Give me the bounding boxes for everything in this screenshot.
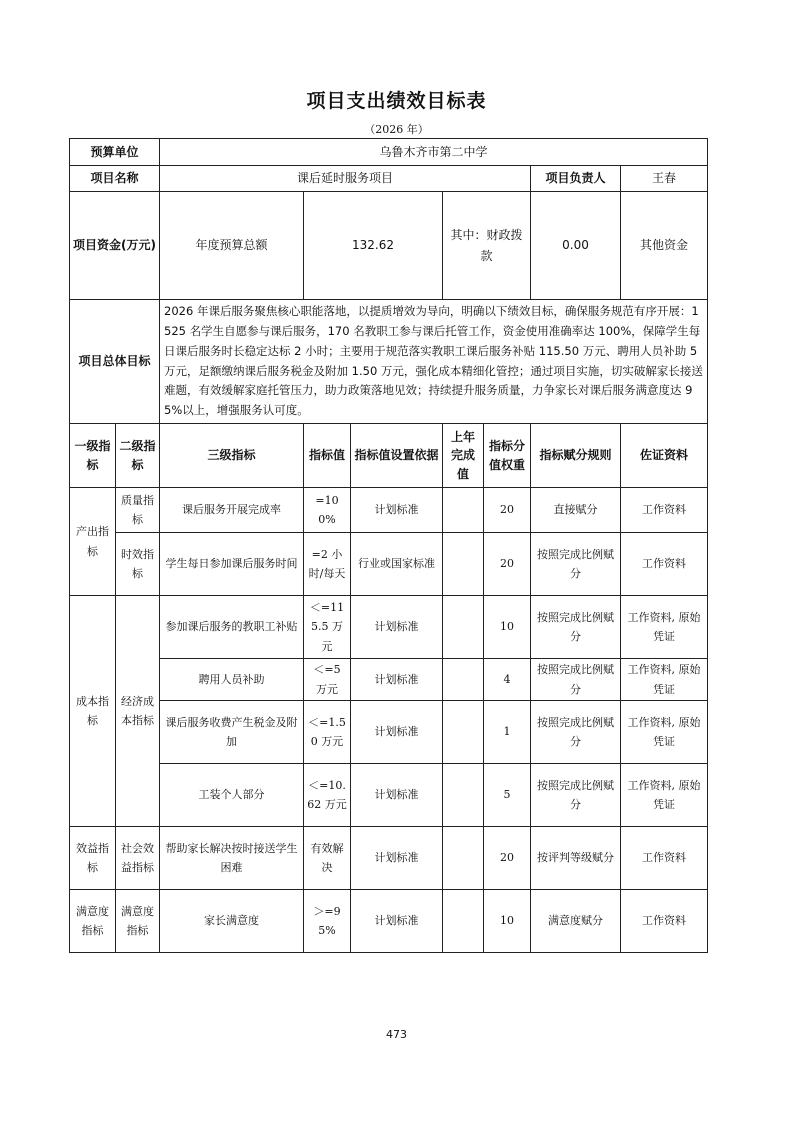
last-year-cell — [443, 596, 484, 659]
weight-cell: 5 — [484, 764, 531, 827]
weight-cell: 20 — [484, 488, 531, 533]
project-name-row — [70, 166, 708, 192]
rule-cell: 直接赋分 — [531, 488, 621, 533]
value-cell: ＞=95% — [304, 890, 351, 953]
value-cell: ＜=1.50 万元 — [304, 701, 351, 764]
table-row — [70, 827, 708, 890]
evidence-cell: 工作资料, 原始凭证 — [621, 764, 708, 827]
evidence-cell: 工作资料 — [621, 827, 708, 890]
level3-cell: 参加课后服务的教职工补贴 — [160, 596, 304, 659]
overall-goal-label: 项目总体目标 — [70, 300, 160, 424]
rule-cell: 按评判等级赋分 — [531, 827, 621, 890]
table-row — [70, 596, 708, 659]
page-year: （2026 年） — [364, 123, 429, 136]
last-year-cell — [443, 488, 484, 533]
level3-cell: 工装个人部分 — [160, 764, 304, 827]
last-year-cell — [443, 827, 484, 890]
rule-cell: 按照完成比例赋分 — [531, 701, 621, 764]
page-title: 项目支出绩效目标表 — [306, 90, 487, 112]
overall-goal-text: 2026 年课后服务聚焦核心职能落地，以提质增效为导向，明确以下绩效目标，确保服务规范有序开展：1525 名学生自愿参与课后服务，170 名教职工参与课后托管工作，资金使用准确率达 100%，保障学生每日课后服务时长稳定达标 2 小时；主要用于规范落实教职工课后服务补贴 115.50 万元、聘用人员补助 5 万元，足额缴纳课后服务税金及附加 1.50 万元，强化成本精细化管控；通过项目实施，切实破解家长接送难题，有效缓解家庭托管压力，助力政策落地见效；持续提升服务质量，力争家长对课后服务满意度达 95%以上，增强服务认可度。 — [160, 300, 708, 424]
level3-cell: 课后服务收费产生税金及附加 — [160, 701, 304, 764]
project-funds-row — [70, 192, 708, 300]
weight-cell: 10 — [484, 890, 531, 953]
level3-cell: 聘用人员补助 — [160, 659, 304, 701]
header-level3: 三级指标 — [160, 424, 304, 488]
basis-cell: 行业或国家标准 — [351, 533, 443, 596]
evidence-cell: 工作资料, 原始凭证 — [621, 659, 708, 701]
basis-cell: 计划标准 — [351, 701, 443, 764]
rule-cell: 按照完成比例赋分 — [531, 533, 621, 596]
level3-cell: 课后服务开展完成率 — [160, 488, 304, 533]
header-level2: 二级指标 — [116, 424, 160, 488]
table-row — [70, 701, 708, 764]
project-manager-label: 项目负责人 — [531, 166, 621, 192]
fiscal-funds-label: 其中：财政拨款 — [443, 192, 531, 300]
level1-satisfaction: 满意度指标 — [70, 890, 116, 953]
weight-cell: 4 — [484, 659, 531, 701]
header-evidence: 佐证资料 — [621, 424, 708, 488]
budget-unit-label: 预算单位 — [70, 139, 160, 166]
value-cell: ＜=115.5 万元 — [304, 596, 351, 659]
level2-economic-cost: 经济成本指标 — [116, 596, 160, 827]
page-number: 473 — [386, 1028, 407, 1041]
weight-cell: 20 — [484, 533, 531, 596]
evidence-cell: 工作资料 — [621, 488, 708, 533]
annual-budget-value: 132.62 — [304, 192, 443, 300]
level2-quality: 质量指标 — [116, 488, 160, 533]
indicator-header-row — [70, 424, 708, 488]
level1-output: 产出指标 — [70, 488, 116, 596]
table-row — [70, 488, 708, 533]
weight-cell: 1 — [484, 701, 531, 764]
last-year-cell — [443, 533, 484, 596]
table-row — [70, 659, 708, 701]
table-row — [70, 533, 708, 596]
level2-timeliness: 时效指标 — [116, 533, 160, 596]
level2-satisfaction: 满意度指标 — [116, 890, 160, 953]
weight-cell: 10 — [484, 596, 531, 659]
last-year-cell — [443, 701, 484, 764]
value-cell: 有效解决 — [304, 827, 351, 890]
fiscal-funds-value: 0.00 — [531, 192, 621, 300]
rule-cell: 满意度赋分 — [531, 890, 621, 953]
evidence-cell: 工作资料, 原始凭证 — [621, 701, 708, 764]
table-row — [70, 890, 708, 953]
level1-benefit: 效益指标 — [70, 827, 116, 890]
basis-cell: 计划标准 — [351, 659, 443, 701]
performance-target-table — [69, 138, 708, 953]
project-name-label: 项目名称 — [70, 166, 160, 192]
weight-cell: 20 — [484, 827, 531, 890]
header-last-year: 上年完成值 — [443, 424, 484, 488]
budget-unit-value: 乌鲁木齐市第二中学 — [160, 139, 708, 166]
project-name-value: 课后延时服务项目 — [160, 166, 531, 192]
basis-cell: 计划标准 — [351, 890, 443, 953]
rule-cell: 按照完成比例赋分 — [531, 596, 621, 659]
value-cell: ＜=5 万元 — [304, 659, 351, 701]
basis-cell: 计划标准 — [351, 827, 443, 890]
basis-cell: 计划标准 — [351, 488, 443, 533]
basis-cell: 计划标准 — [351, 596, 443, 659]
basis-cell: 计划标准 — [351, 764, 443, 827]
evidence-cell: 工作资料, 原始凭证 — [621, 596, 708, 659]
header-value: 指标值 — [304, 424, 351, 488]
last-year-cell — [443, 764, 484, 827]
other-funds-label: 其他资金 — [621, 192, 708, 300]
header-rule: 指标赋分规则 — [531, 424, 621, 488]
value-cell: =2 小时/每天 — [304, 533, 351, 596]
rule-cell: 按照完成比例赋分 — [531, 764, 621, 827]
header-basis: 指标值设置依据 — [351, 424, 443, 488]
value-cell: ＜=10.62 万元 — [304, 764, 351, 827]
level3-cell: 帮助家长解决按时接送学生困难 — [160, 827, 304, 890]
overall-goal-row — [70, 300, 708, 424]
last-year-cell — [443, 659, 484, 701]
evidence-cell: 工作资料 — [621, 533, 708, 596]
last-year-cell — [443, 890, 484, 953]
header-weight: 指标分值权重 — [484, 424, 531, 488]
level2-social-benefit: 社会效益指标 — [116, 827, 160, 890]
budget-unit-row — [70, 139, 708, 166]
rule-cell: 按照完成比例赋分 — [531, 659, 621, 701]
table-row — [70, 764, 708, 827]
annual-budget-label: 年度预算总额 — [160, 192, 304, 300]
value-cell: =100% — [304, 488, 351, 533]
level3-cell: 家长满意度 — [160, 890, 304, 953]
level1-cost: 成本指标 — [70, 596, 116, 827]
evidence-cell: 工作资料 — [621, 890, 708, 953]
project-funds-label: 项目资金(万元) — [70, 192, 160, 300]
level3-cell: 学生每日参加课后服务时间 — [160, 533, 304, 596]
project-manager-value: 王春 — [621, 166, 708, 192]
header-level1: 一级指标 — [70, 424, 116, 488]
